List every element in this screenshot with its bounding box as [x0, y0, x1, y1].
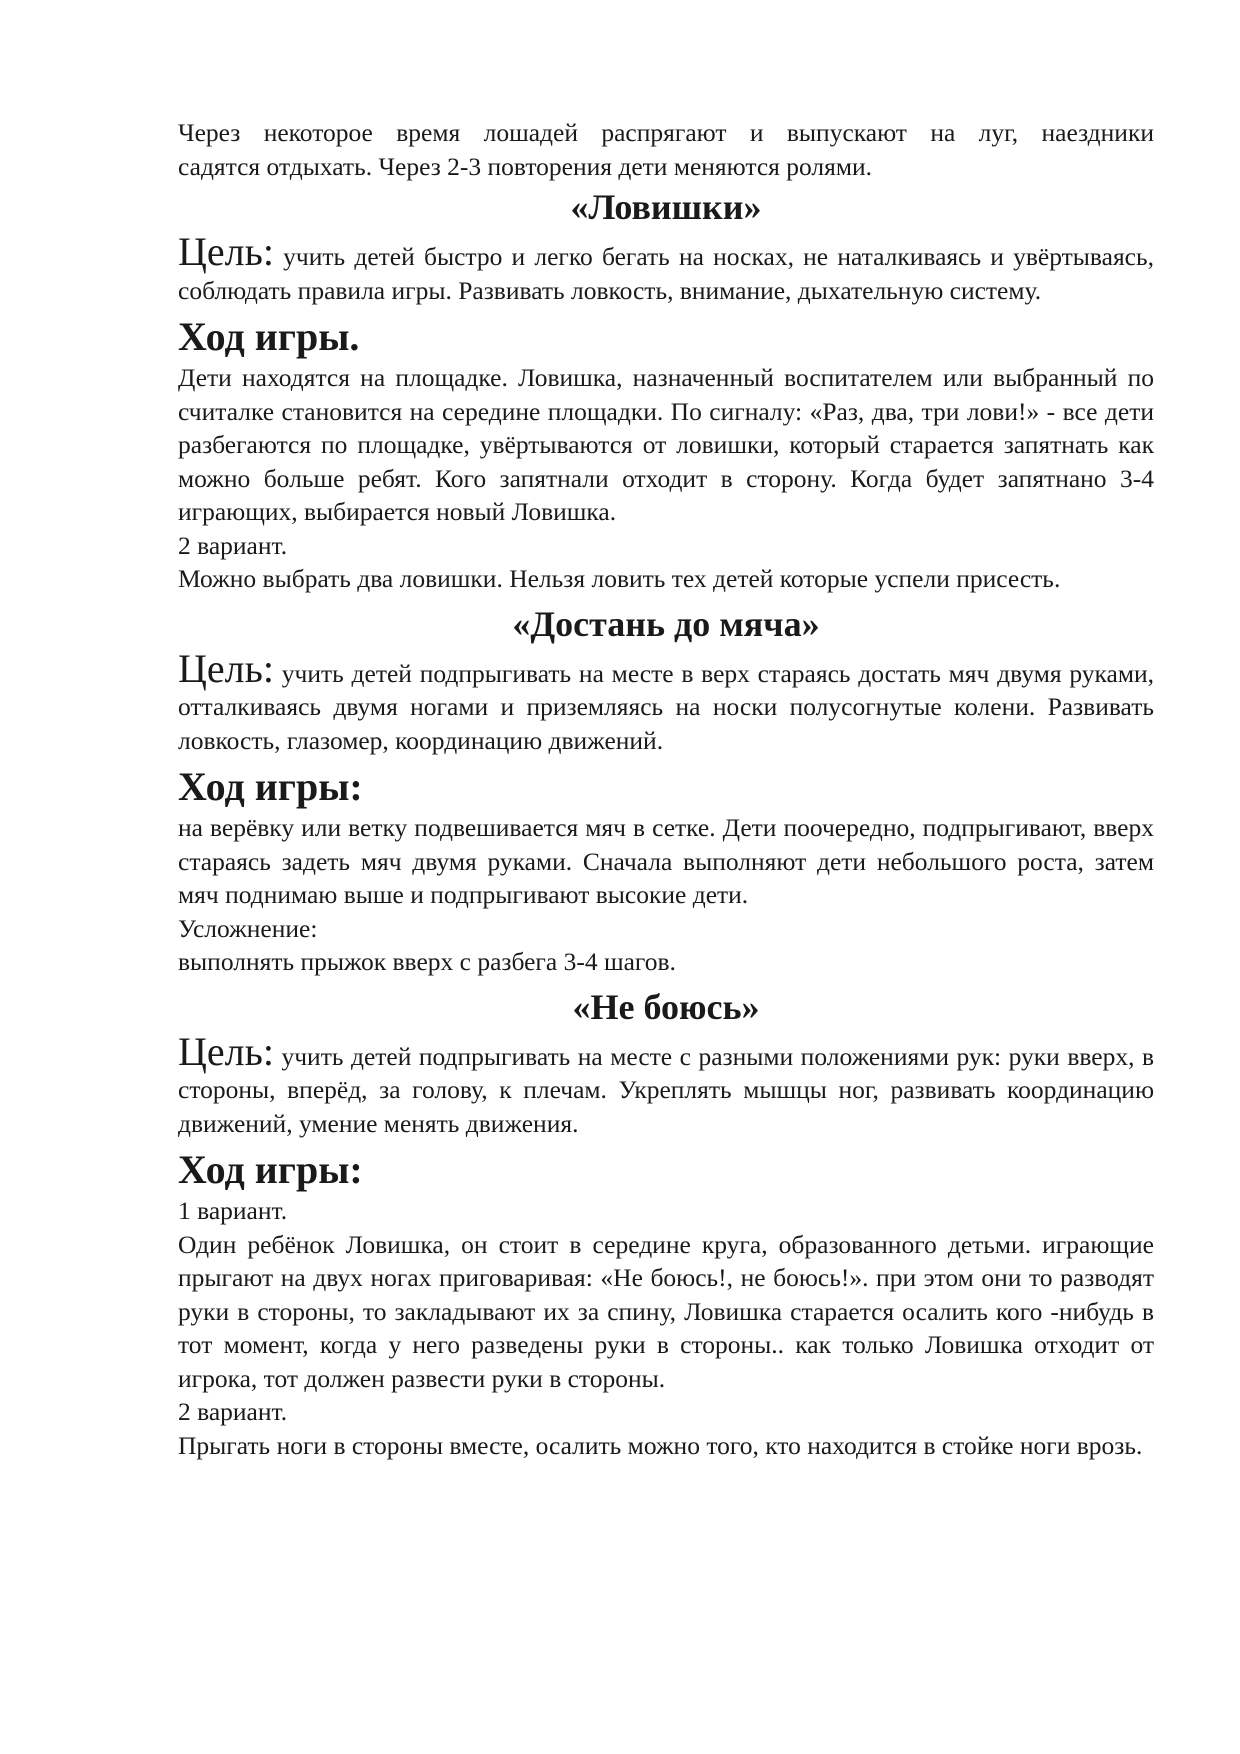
game1-course-text: Дети находятся на площадке. Ловишка, назначенный воспитателем или выбранный по считалке становится на середине площадки. По сигналу: «Раз, два, три лови!» - все дети разбегаются по площадке, увёртываются от ловишки, который старается запятнать как можно больше ребят. Кого запятнали отходит в сторону. Когда будет запятнано 3-4 играющих, выбирается новый Ловишка. [178, 363, 1154, 526]
game1-variant2-text: Можно выбрать два ловишки. Нельзя ловить тех детей которые успели присесть. [178, 564, 1061, 593]
game1-course-heading: Ход игры. [178, 314, 360, 359]
game1-goal-label: Цель: [178, 229, 274, 274]
document-page [178, 116, 1154, 1462]
game3-title: «Не боюсь» [572, 986, 760, 1027]
game2-goal-label: Цель: [178, 645, 274, 691]
game3-variant1-label: 1 вариант. [178, 1196, 288, 1225]
game2-goal [178, 645, 1154, 758]
game3-variant2-text: Прыгать ноги в стороны вместе, осалить можно того, кто находится в стойке ноги врозь. [178, 1430, 1143, 1460]
game1-goal-text: учить детей быстро и легко бегать на носках, не наталкиваясь и увёртываясь, соблюдать правила игры. Развивать ловкость, внимание, дыхательную систему. [178, 242, 1154, 305]
game2-complication-label: Усложнение: [178, 913, 318, 943]
game1-title: «Ловишки» [570, 187, 762, 227]
intro-line-2: садятся отдыхать. Через 2-3 повторения дети меняются ролями. [178, 151, 873, 181]
game3-variant1-text: Один ребёнок Ловишка, он стоит в середине круга, образованного детьми. играющие прыгают на двух ногах приговаривая: «Не боюсь!, не боюсь!». при этом они то разводят руки в стороны, то закладывают их за спину, Ловишка старается осалить кого -нибудь в тот момент, когда у него разведены руки в стороны.. как только Ловишка отходит от игрока, тот должен развести руки в стороны. [178, 1229, 1154, 1393]
game1-variant2-label: 2 вариант. [178, 530, 288, 560]
game2-goal-text: учить детей подпрыгивать на месте в верх стараясь достать мяч двумя руками, отталкиваясь двумя ногами и приземляясь на носки полусогнутые колени. Развивать ловкость, глазомер, координацию движений. [178, 658, 1154, 755]
intro-line-1: Через некоторое время лошадей распрягают и выпускают на луг, наездники [178, 118, 1154, 147]
game3-goal [178, 1028, 1154, 1141]
game3-goal-text: учить детей подпрыгивать на месте с разными положениями рук: руки вверх, в стороны, вперёд, за голову, к плечам. Укреплять мышцы ног, развивать координацию движений, умение менять движения. [178, 1041, 1154, 1138]
game2-course-text: на верёвку или ветку подвешивается мяч в сетке. Дети поочередно, подпрыгивают, вверх стараясь задеть мяч двумя руками. Сначала выполняют дети небольшого роста, затем мяч поднимаю выше и подпрыгивают высокие дети. [178, 813, 1154, 909]
game1-goal [178, 229, 1154, 307]
intro-paragraph [178, 116, 1154, 183]
game2-course-heading: Ход игры: [178, 764, 363, 809]
game2-complication-text: выполнять прыжок вверх с разбега 3-4 шагов. [178, 947, 676, 976]
game3-goal-label: Цель: [178, 1028, 274, 1074]
game3-course-heading: Ход игры: [178, 1147, 363, 1192]
game3-variant2-label: 2 вариант. [178, 1397, 288, 1426]
game2-title: «Достань до мяча» [512, 603, 820, 644]
